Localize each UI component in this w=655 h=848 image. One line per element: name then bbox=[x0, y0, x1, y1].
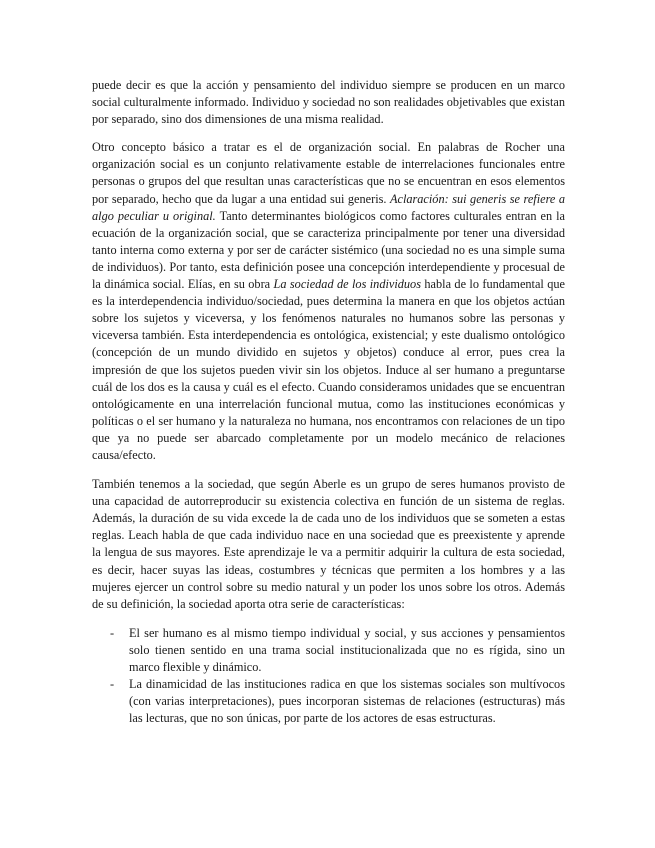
paragraph-3: También tenemos a la sociedad, que según Aberle es un grupo de seres humanos provisto de una capacidad de autorreproducir su existencia colectiva en función de un sistema de reglas. Además, la duración de su vida excede la de cada uno de los individuos que se someten a estas reglas. Leach habla de que cada individuo nace en una sociedad que es preexistente y aprende la lengua de sus mayores. Este aprendizaje le va a permitir adquirir la cultura de esta sociedad, es decir, hacer suyas las ideas, costumbres y técnicas que permiten a los hombres y a las mujeres ejercer un control sobre su medio natural y un poder los unos sobre los otros. Además de su definición, la sociedad aporta otra serie de características: bbox=[92, 477, 565, 611]
paragraph-2-text-a: Otro concepto básico a tratar es el de organización social. En palabras de Rocher una organización social es un conjunto relativamente estable de interrelaciones funcionales entre personas o grupos del que resultan unas características que no se encuentran en esos elementos por separado, hecho que da lugar a una entidad sui generis. bbox=[92, 140, 565, 206]
paragraph-2-text-c: habla de lo fundamental que es la interdependencia individuo/sociedad, pues determina la manera en que los objetos actúan sobre los sujetos y viceversa, y los fenómenos naturales no humanos sobre las personas y viceversa también. Esta interdependencia es ontológica, existencial; y este dualismo ontológico (concepción de un mundo dividido en sujetos y objetos) conduce al error, pues crea la impresión de que los sujetos pueden vivir sin los objetos. Induce al ser humano a preguntarse cuál de los dos es la causa y cuál es el efecto. Cuando consideramos unidades que se encuentran ontológicamente en una interrelación funcional mutua, como las instituciones económicas y políticas o el ser humano y la naturaleza no humana, nos encontramos con relaciones de un tipo que ya no puede ser abarcado completamente por un modelo mecánico de relaciones causa/efecto. bbox=[92, 277, 565, 462]
paragraph-2-italic-note: Aclaración: sui generis se refiere a algo peculiar u original. bbox=[92, 191, 565, 223]
characteristics-list bbox=[92, 625, 565, 728]
list-dash: - bbox=[110, 677, 115, 692]
book-title-italic: La sociedad de los individuos bbox=[273, 277, 421, 292]
paragraph-2 bbox=[92, 139, 565, 464]
list-item-text: La dinamicidad de las instituciones radica en que los sistemas sociales son multívocos (con varias interpretaciones), pues incorporan sistemas de relaciones (estructuras) más las lecturas, que no son únicas, por parte de los actores de esas estructuras. bbox=[129, 677, 565, 726]
list-dash: - bbox=[110, 625, 115, 640]
paragraph-2-text-b: Tanto determinantes biológicos como factores culturales entran en la ecuación de la organización social, que se caracteriza principalmente por tener una diversidad tanto interna como externa y por ser de carácter sistémico (una sociedad no es una simple suma de individuos). Por tanto, esta definición posee una concepción interdependiente y procesual de la dinámica social. Elías, en su obra bbox=[92, 208, 566, 292]
list-item bbox=[92, 625, 565, 676]
list-item bbox=[92, 676, 565, 727]
list-item-text: El ser humano es al mismo tiempo individual y social, y sus acciones y pensamientos solo tienen sentido en una trama social institucionalizada que no es rígida, sino un marco flexible y dinámico. bbox=[129, 625, 565, 674]
paragraph-1: puede decir es que la acción y pensamiento del individuo siempre se producen en un marco social culturalmente informado. Individuo y sociedad no son realidades objetivables que existan por separado, sino dos dimensiones de una misma realidad. bbox=[92, 78, 565, 127]
